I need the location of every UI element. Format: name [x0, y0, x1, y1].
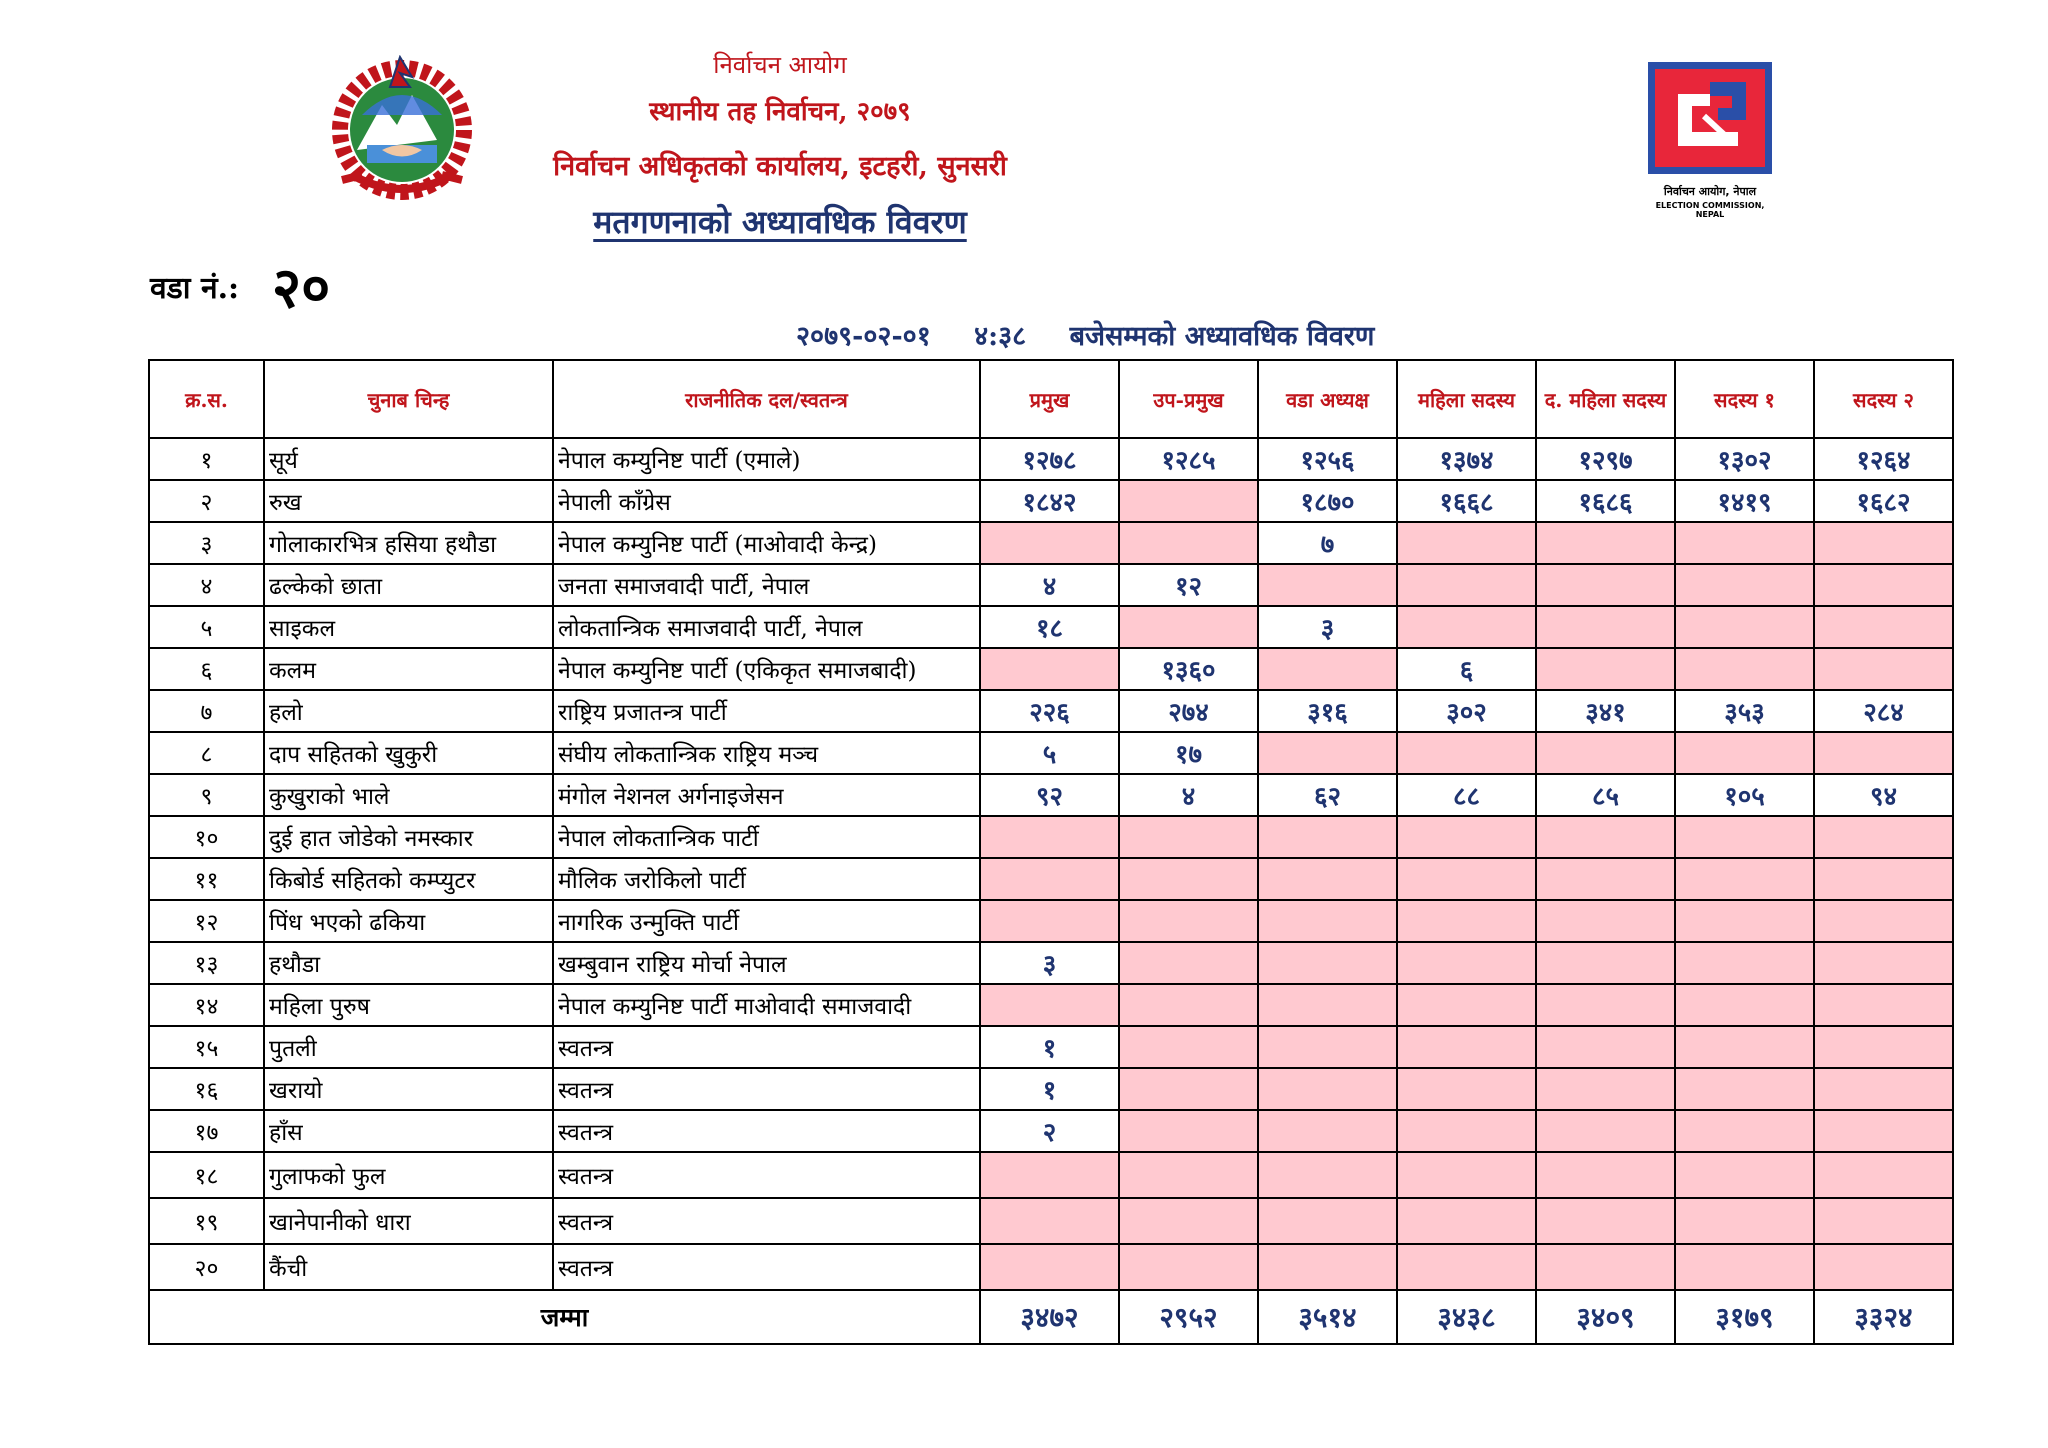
row-symbol: खरायो [264, 1068, 553, 1110]
row-symbol: खानेपानीको धारा [264, 1198, 553, 1244]
row-symbol: हथौडा [264, 942, 553, 984]
vote-cell: २२६ [980, 690, 1119, 732]
vote-cell [1814, 606, 1953, 648]
row-sn: ६ [149, 648, 264, 690]
col-header-member-2: सदस्य २ [1814, 360, 1953, 438]
vote-cell [1119, 1198, 1258, 1244]
total-ward-chair: ३५१४ [1258, 1290, 1397, 1344]
vote-cell: १३६० [1119, 648, 1258, 690]
row-sn: २ [149, 480, 264, 522]
vote-cell: ३ [1258, 606, 1397, 648]
vote-cell [1258, 1026, 1397, 1068]
row-party: स्वतन्त्र [553, 1244, 980, 1290]
vote-cell [1397, 1110, 1536, 1152]
vote-cell: ३४१ [1536, 690, 1675, 732]
vote-cell: ६२ [1258, 774, 1397, 816]
vote-cell [1119, 480, 1258, 522]
vote-cell [1397, 1198, 1536, 1244]
vote-cell [1536, 606, 1675, 648]
col-header-party: राजनीतिक दल/स्वतन्त्र [553, 360, 980, 438]
row-symbol: किबोर्ड सहितको कम्प्युटर [264, 858, 553, 900]
vote-cell [1397, 732, 1536, 774]
results-table [148, 359, 1954, 1345]
vote-cell [980, 984, 1119, 1026]
vote-cell [1675, 1244, 1814, 1290]
row-symbol: पुतली [264, 1026, 553, 1068]
update-info [796, 316, 1374, 353]
row-party: नागरिक उन्मुक्ति पार्टी [553, 900, 980, 942]
vote-cell [1397, 1244, 1536, 1290]
election-commission-logo [1648, 62, 1778, 240]
ec-name-en: ELECTION COMMISSION, NEPAL [1655, 201, 1765, 219]
ward-label: वडा नं.: [150, 271, 240, 306]
vote-cell: १७ [1119, 732, 1258, 774]
ward-number: २० [272, 255, 331, 321]
vote-cell [1397, 1026, 1536, 1068]
row-party: नेपाली काँग्रेस [553, 480, 980, 522]
vote-cell [1119, 606, 1258, 648]
vote-cell: ५ [980, 732, 1119, 774]
table-row [149, 984, 1953, 1026]
table-row [149, 1068, 1953, 1110]
vote-cell [1397, 984, 1536, 1026]
results-body [149, 438, 1953, 1290]
vote-cell [1536, 732, 1675, 774]
row-sn: १७ [149, 1110, 264, 1152]
vote-cell: १०५ [1675, 774, 1814, 816]
vote-cell: १ [980, 1068, 1119, 1110]
table-row [149, 900, 1953, 942]
vote-cell [1536, 1026, 1675, 1068]
row-sn: १० [149, 816, 264, 858]
row-party: मौलिक जरोकिलो पार्टी [553, 858, 980, 900]
row-symbol: ढल्केको छाता [264, 564, 553, 606]
nepal-emblem-icon [312, 55, 492, 205]
vote-cell [1814, 522, 1953, 564]
vote-cell: १२८५ [1119, 438, 1258, 480]
vote-cell: ३१६ [1258, 690, 1397, 732]
totals-label: जम्मा [149, 1290, 980, 1344]
vote-cell [1258, 1068, 1397, 1110]
row-symbol: कुखुराको भाले [264, 774, 553, 816]
vote-cell [1536, 522, 1675, 564]
vote-cell [1119, 1244, 1258, 1290]
vote-cell [1536, 1068, 1675, 1110]
vote-cell [1675, 942, 1814, 984]
vote-cell [1119, 1026, 1258, 1068]
vote-cell: २७४ [1119, 690, 1258, 732]
table-row [149, 690, 1953, 732]
vote-cell [1397, 606, 1536, 648]
vote-cell [1675, 732, 1814, 774]
header-org: निर्वाचन आयोग [713, 51, 847, 79]
row-sn: १३ [149, 942, 264, 984]
row-party: स्वतन्त्र [553, 1198, 980, 1244]
vote-cell: १८ [980, 606, 1119, 648]
row-sn: ११ [149, 858, 264, 900]
vote-cell [1258, 1198, 1397, 1244]
row-sn: ५ [149, 606, 264, 648]
col-header-woman-member: महिला सदस्य [1397, 360, 1536, 438]
vote-cell: ४ [1119, 774, 1258, 816]
table-row [149, 1198, 1953, 1244]
row-party: स्वतन्त्र [553, 1068, 980, 1110]
vote-cell: ९२ [980, 774, 1119, 816]
row-party: नेपाल कम्युनिष्ट पार्टी (एकिकृत समाजबादी) [553, 648, 980, 690]
vote-cell [1258, 648, 1397, 690]
vote-cell [1814, 858, 1953, 900]
total-mayor: ३४७२ [980, 1290, 1119, 1344]
table-header-row [149, 360, 1953, 438]
vote-cell [1814, 1152, 1953, 1198]
vote-cell [1814, 1026, 1953, 1068]
totals-row [149, 1290, 1953, 1344]
vote-cell [1675, 522, 1814, 564]
table-row [149, 774, 1953, 816]
row-symbol: दाप सहितको खुकुरी [264, 732, 553, 774]
table-row [149, 1026, 1953, 1068]
table-row [149, 564, 1953, 606]
vote-cell [1258, 942, 1397, 984]
vote-cell [1397, 942, 1536, 984]
vote-cell: १८४२ [980, 480, 1119, 522]
row-party: स्वतन्त्र [553, 1152, 980, 1198]
vote-cell [1814, 984, 1953, 1026]
row-symbol: कलम [264, 648, 553, 690]
vote-cell [1675, 1110, 1814, 1152]
table-row [149, 438, 1953, 480]
vote-cell [1258, 564, 1397, 606]
vote-cell: २ [980, 1110, 1119, 1152]
vote-cell [1397, 900, 1536, 942]
row-party: नेपाल कम्युनिष्ट पार्टी (माओवादी केन्द्र) [553, 522, 980, 564]
vote-cell: ८८ [1397, 774, 1536, 816]
row-party: स्वतन्त्र [553, 1110, 980, 1152]
vote-cell [1397, 816, 1536, 858]
header-election: स्थानीय तह निर्वाचन, २०७९ [649, 97, 911, 127]
vote-cell [1814, 1244, 1953, 1290]
vote-cell [1536, 1152, 1675, 1198]
vote-cell: १२ [1119, 564, 1258, 606]
vote-cell: १४१९ [1675, 480, 1814, 522]
table-row [149, 732, 1953, 774]
vote-cell [1675, 900, 1814, 942]
vote-cell [1814, 1068, 1953, 1110]
vote-cell [1675, 1152, 1814, 1198]
ec-name-np: निर्वाचन आयोग, नेपाल [1663, 185, 1757, 198]
vote-cell [980, 522, 1119, 564]
total-deputy: २९५२ [1119, 1290, 1258, 1344]
row-party: खम्बुवान राष्ट्रिय मोर्चा नेपाल [553, 942, 980, 984]
row-sn: १५ [149, 1026, 264, 1068]
vote-cell [1119, 1068, 1258, 1110]
col-header-dalit-woman-member: द. महिला सदस्य [1536, 360, 1675, 438]
vote-cell [1675, 816, 1814, 858]
row-sn: ८ [149, 732, 264, 774]
vote-cell [1536, 858, 1675, 900]
vote-cell [1258, 732, 1397, 774]
vote-cell [1536, 1110, 1675, 1152]
table-row [149, 648, 1953, 690]
vote-cell: ८५ [1536, 774, 1675, 816]
row-symbol: गोलाकारभित्र हसिया हथौडा [264, 522, 553, 564]
table-row [149, 480, 1953, 522]
row-sn: १६ [149, 1068, 264, 1110]
vote-cell [1675, 648, 1814, 690]
vote-cell [1119, 1152, 1258, 1198]
vote-cell [1258, 816, 1397, 858]
row-sn: ४ [149, 564, 264, 606]
update-time: ४:३८ [974, 321, 1027, 352]
vote-cell [1536, 816, 1675, 858]
vote-cell: ७ [1258, 522, 1397, 564]
col-header-mayor: प्रमुख [980, 360, 1119, 438]
col-header-sn: क्र.स. [149, 360, 264, 438]
row-sn: १ [149, 438, 264, 480]
vote-cell [1536, 648, 1675, 690]
vote-cell [1119, 942, 1258, 984]
row-symbol: पिंध भएको ढकिया [264, 900, 553, 942]
vote-cell [1397, 1068, 1536, 1110]
vote-cell: १२६४ [1814, 438, 1953, 480]
vote-cell [1397, 1152, 1536, 1198]
vote-cell [1814, 732, 1953, 774]
vote-cell [1258, 858, 1397, 900]
table-row [149, 942, 1953, 984]
vote-cell [1536, 1198, 1675, 1244]
row-symbol: महिला पुरुष [264, 984, 553, 1026]
vote-cell [1397, 564, 1536, 606]
row-symbol: कैंची [264, 1244, 553, 1290]
vote-cell [980, 1152, 1119, 1198]
vote-cell [1675, 1198, 1814, 1244]
col-header-symbol: चुनाब चिन्ह [264, 360, 553, 438]
vote-cell [1258, 1244, 1397, 1290]
vote-cell [1119, 900, 1258, 942]
vote-cell [980, 816, 1119, 858]
row-party: राष्ट्रिय प्रजातन्त्र पार्टी [553, 690, 980, 732]
vote-cell [1119, 1110, 1258, 1152]
vote-cell [1119, 522, 1258, 564]
vote-cell [1814, 942, 1953, 984]
ballot-box-icon [1648, 62, 1772, 174]
vote-cell: १२९७ [1536, 438, 1675, 480]
vote-cell: ९४ [1814, 774, 1953, 816]
vote-cell [1536, 942, 1675, 984]
vote-cell: ४ [980, 564, 1119, 606]
vote-cell: १२७८ [980, 438, 1119, 480]
vote-cell [1258, 1152, 1397, 1198]
vote-cell [1675, 1068, 1814, 1110]
vote-cell: ३ [980, 942, 1119, 984]
vote-cell [980, 648, 1119, 690]
vote-cell [1119, 984, 1258, 1026]
total-dalit-woman-member: ३४०९ [1536, 1290, 1675, 1344]
col-header-ward-chair: वडा अध्यक्ष [1258, 360, 1397, 438]
vote-cell: ३०२ [1397, 690, 1536, 732]
vote-cell [1814, 816, 1953, 858]
row-sn: १९ [149, 1198, 264, 1244]
vote-cell: १३७४ [1397, 438, 1536, 480]
vote-cell [1814, 1110, 1953, 1152]
row-party: लोकतान्त्रिक समाजवादी पार्टी, नेपाल [553, 606, 980, 648]
vote-cell: १२५६ [1258, 438, 1397, 480]
vote-cell [1258, 900, 1397, 942]
vote-cell [1397, 858, 1536, 900]
vote-cell [1119, 858, 1258, 900]
vote-cell [980, 900, 1119, 942]
vote-cell [1675, 984, 1814, 1026]
row-sn: १२ [149, 900, 264, 942]
row-sn: ३ [149, 522, 264, 564]
row-party: नेपाल कम्युनिष्ट पार्टी (एमाले) [553, 438, 980, 480]
vote-cell [1814, 648, 1953, 690]
vote-cell [1675, 564, 1814, 606]
vote-cell [1814, 564, 1953, 606]
table-row [149, 816, 1953, 858]
vote-cell [1675, 1026, 1814, 1068]
vote-cell [1119, 816, 1258, 858]
table-row [149, 1152, 1953, 1198]
col-header-deputy: उप-प्रमुख [1119, 360, 1258, 438]
vote-cell: १६८६ [1536, 480, 1675, 522]
page-title: मतगणनाको अध्यावधिक विवरण [593, 203, 967, 241]
vote-cell [1258, 1110, 1397, 1152]
vote-cell [980, 858, 1119, 900]
row-symbol: हाँस [264, 1110, 553, 1152]
row-symbol: साइकल [264, 606, 553, 648]
row-party: नेपाल कम्युनिष्ट पार्टी माओवादी समाजवादी [553, 984, 980, 1026]
vote-cell [1814, 1198, 1953, 1244]
vote-cell: १६८२ [1814, 480, 1953, 522]
row-party: नेपाल लोकतान्त्रिक पार्टी [553, 816, 980, 858]
vote-cell: १ [980, 1026, 1119, 1068]
vote-cell [980, 1244, 1119, 1290]
vote-cell [1536, 984, 1675, 1026]
vote-cell: १३०२ [1675, 438, 1814, 480]
vote-cell [980, 1198, 1119, 1244]
row-party: जनता समाजवादी पार्टी, नेपाल [553, 564, 980, 606]
total-woman-member: ३४३८ [1397, 1290, 1536, 1344]
row-sn: १४ [149, 984, 264, 1026]
vote-cell: २८४ [1814, 690, 1953, 732]
vote-cell [1536, 900, 1675, 942]
table-row [149, 858, 1953, 900]
table-row [149, 522, 1953, 564]
vote-cell [1536, 1244, 1675, 1290]
row-symbol: सूर्य [264, 438, 553, 480]
vote-cell: ३५३ [1675, 690, 1814, 732]
row-party: संघीय लोकतान्त्रिक राष्ट्रिय मञ्च [553, 732, 980, 774]
total-member-1: ३१७९ [1675, 1290, 1814, 1344]
vote-cell [1536, 564, 1675, 606]
row-symbol: दुई हात जोडेको नमस्कार [264, 816, 553, 858]
vote-cell: १६६८ [1397, 480, 1536, 522]
update-suffix: बजेसम्मको अध्यावधिक विवरण [1069, 321, 1375, 352]
row-sn: ७ [149, 690, 264, 732]
col-header-member-1: सदस्य १ [1675, 360, 1814, 438]
row-sn: २० [149, 1244, 264, 1290]
row-symbol: रुख [264, 480, 553, 522]
row-sn: ९ [149, 774, 264, 816]
row-symbol: हलो [264, 690, 553, 732]
row-party: मंगोल नेशनल अर्गनाइजेसन [553, 774, 980, 816]
total-member-2: ३३२४ [1814, 1290, 1953, 1344]
table-row [149, 1244, 1953, 1290]
vote-cell [1675, 858, 1814, 900]
vote-cell [1258, 984, 1397, 1026]
vote-cell [1814, 900, 1953, 942]
update-date: २०७९-०२-०१ [796, 321, 931, 352]
vote-cell: ६ [1397, 648, 1536, 690]
table-row [149, 606, 1953, 648]
table-row [149, 1110, 1953, 1152]
header-office: निर्वाचन अधिकृतको कार्यालय, इटहरी, सुनसरी [553, 151, 1007, 182]
row-sn: १८ [149, 1152, 264, 1198]
vote-cell: १८७० [1258, 480, 1397, 522]
row-symbol: गुलाफको फुल [264, 1152, 553, 1198]
row-party: स्वतन्त्र [553, 1026, 980, 1068]
vote-cell [1675, 606, 1814, 648]
vote-cell [1397, 522, 1536, 564]
